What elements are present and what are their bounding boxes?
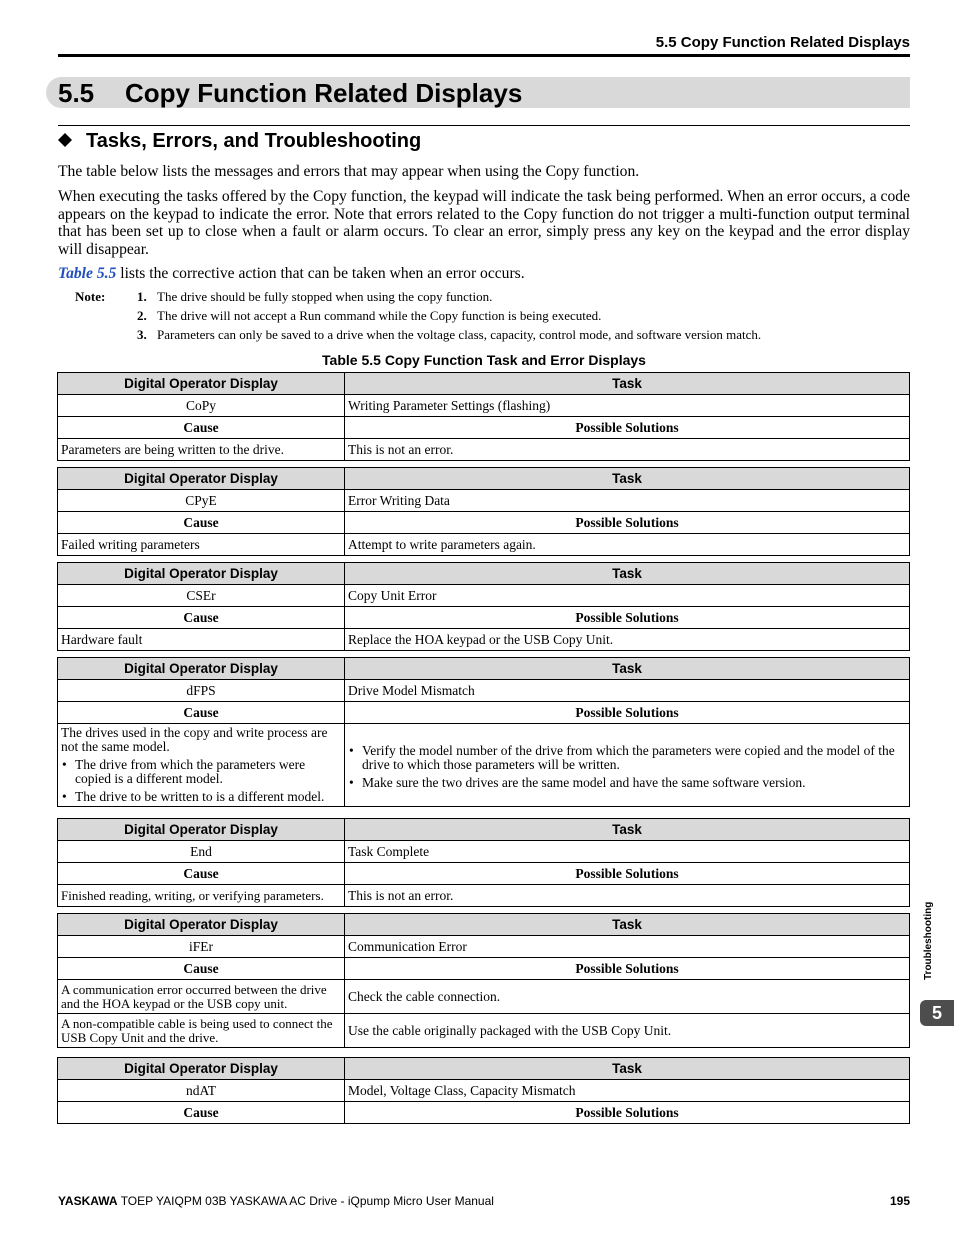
display-header: Digital Operator Display xyxy=(58,819,345,841)
display-code: iFEr xyxy=(58,936,345,958)
table-5-5-link[interactable]: Table 5.5 xyxy=(58,265,117,282)
display-code: End xyxy=(58,841,345,863)
solutions-header: Possible Solutions xyxy=(345,1102,910,1124)
solution-text: Use the cable originally packaged with the USB Copy Unit. xyxy=(345,1014,910,1048)
cause-text: A non-compatible cable is being used to connect the USB Copy Unit and the drive. xyxy=(58,1014,345,1048)
task-header: Task xyxy=(345,373,910,395)
cause-header: Cause xyxy=(58,958,345,980)
task-header: Task xyxy=(345,914,910,936)
cause-header: Cause xyxy=(58,607,345,629)
solutions-header: Possible Solutions xyxy=(345,863,910,885)
display-header: Digital Operator Display xyxy=(58,373,345,395)
subsection-rule xyxy=(58,125,910,126)
display-code: ndAT xyxy=(58,1080,345,1102)
cause-header: Cause xyxy=(58,417,345,439)
cause-list xyxy=(61,758,341,804)
task-header: Task xyxy=(345,468,910,490)
task-text: Copy Unit Error xyxy=(345,585,910,607)
task-text: Error Writing Data xyxy=(345,490,910,512)
display-header: Digital Operator Display xyxy=(58,468,345,490)
display-code: CPyE xyxy=(58,490,345,512)
task-header: Task xyxy=(345,819,910,841)
side-tab-label xyxy=(921,901,939,1080)
section-heading xyxy=(58,77,522,109)
diamond-bullet-icon xyxy=(58,133,72,147)
cause-text: Failed writing parameters xyxy=(58,534,345,556)
cause-bullet: • The drive from which the parameters were copied is a different model. xyxy=(75,758,341,786)
section-number: 5.5 xyxy=(58,78,95,108)
error-table-end xyxy=(57,818,910,907)
cause-text: Parameters are being written to the drive. xyxy=(58,439,345,461)
cause-text: Hardware fault xyxy=(58,629,345,651)
task-text: Writing Parameter Settings (flashing) xyxy=(345,395,910,417)
intro-paragraph: The table below lists the messages and errors that may appear when using the Copy function. xyxy=(58,163,640,180)
copy-function-paragraph: When executing the tasks offered by the Copy function, the keypad will indicate the task being performed. When an error occurs, a code appears on the keypad to indicate the error. Note that errors related to the Copy function do not trigger a multi-function output terminal that has been set up to close when a fault or alarm occurs. To clear an error, simply press any key on the keypad and the error display will disappear. xyxy=(58,188,910,258)
task-text: Model, Voltage Class, Capacity Mismatch xyxy=(345,1080,910,1102)
table-reference-text: lists the corrective action that can be taken when an error occurs. xyxy=(116,265,525,282)
note-number: 2. xyxy=(137,308,147,323)
note-number: 3. xyxy=(137,327,147,342)
table-caption: Table 5.5 Copy Function Task and Error Displays xyxy=(322,352,646,368)
error-table-ndat xyxy=(57,1057,910,1124)
header-rule xyxy=(58,54,910,57)
solution-list xyxy=(348,744,906,790)
solution-text: Attempt to write parameters again. xyxy=(345,534,910,556)
solution-bullet: • Verify the model number of the drive from which the parameters were copied and the model of the drive to which those parameters will be written. xyxy=(362,744,906,772)
side-tab-text: Troubleshooting xyxy=(923,901,934,980)
solution-text: This is not an error. xyxy=(345,885,910,907)
task-header: Task xyxy=(345,658,910,680)
cause-text: Finished reading, writing, or verifying parameters. xyxy=(58,885,345,907)
task-header: Task xyxy=(345,1058,910,1080)
task-header: Task xyxy=(345,563,910,585)
solution-text: Check the cable connection. xyxy=(345,980,910,1014)
display-header: Digital Operator Display xyxy=(58,658,345,680)
display-code: CSEr xyxy=(58,585,345,607)
footer-document-title xyxy=(58,1194,494,1208)
cause-cell xyxy=(58,724,345,807)
solutions-header: Possible Solutions xyxy=(345,417,910,439)
page-number: 195 xyxy=(889,1194,910,1208)
solutions-header: Possible Solutions xyxy=(345,512,910,534)
footer-brand: YASKAWA xyxy=(58,1194,118,1208)
subsection-title: Tasks, Errors, and Troubleshooting xyxy=(86,130,422,152)
cause-text: A communication error occurred between the drive and the HOA keypad or the USB copy unit. xyxy=(58,980,345,1014)
error-table-cpye xyxy=(57,467,910,556)
solution-bullet: • Make sure the two drives are the same model and have the same software version. xyxy=(362,776,906,790)
cause-header: Cause xyxy=(58,1102,345,1124)
error-table-ifer xyxy=(57,913,910,1048)
cause-header: Cause xyxy=(58,702,345,724)
error-table-dfps xyxy=(57,657,910,807)
display-code: dFPS xyxy=(58,680,345,702)
running-header: 5.5 Copy Function Related Displays xyxy=(655,34,910,51)
cause-text: The drives used in the copy and write process are not the same model. xyxy=(61,725,328,754)
display-header: Digital Operator Display xyxy=(58,563,345,585)
note-label: Note: xyxy=(75,289,106,304)
solutions-header: Possible Solutions xyxy=(345,958,910,980)
note-number: 1. xyxy=(137,289,147,304)
footer-doc: TOEP YAIQPM 03B YASKAWA AC Drive - iQpump Micro User Manual xyxy=(117,1194,494,1208)
display-header: Digital Operator Display xyxy=(58,914,345,936)
solution-text: This is not an error. xyxy=(345,439,910,461)
solutions-header: Possible Solutions xyxy=(345,607,910,629)
task-text: Drive Model Mismatch xyxy=(345,680,910,702)
note-text: The drive will not accept a Run command while the Copy function is being executed. xyxy=(157,308,602,323)
cause-header: Cause xyxy=(58,512,345,534)
display-code: CoPy xyxy=(58,395,345,417)
display-header: Digital Operator Display xyxy=(58,1058,345,1080)
section-title: Copy Function Related Displays xyxy=(125,78,523,108)
task-text: Task Complete xyxy=(345,841,910,863)
error-table-cser xyxy=(57,562,910,651)
cause-header: Cause xyxy=(58,863,345,885)
note-text: The drive should be fully stopped when using the copy function. xyxy=(157,289,493,304)
note-text: Parameters can only be saved to a drive when the voltage class, capacity, control mode, and software version match. xyxy=(157,327,762,342)
cause-bullet: • The drive to be written to is a different model. xyxy=(75,790,341,804)
solution-cell xyxy=(345,724,910,807)
error-table-copy xyxy=(57,372,910,461)
chapter-tab[interactable]: 5 xyxy=(920,1000,954,1026)
task-text: Communication Error xyxy=(345,936,910,958)
solutions-header: Possible Solutions xyxy=(345,702,910,724)
solution-text: Replace the HOA keypad or the USB Copy Unit. xyxy=(345,629,910,651)
table-reference-paragraph xyxy=(58,265,910,283)
